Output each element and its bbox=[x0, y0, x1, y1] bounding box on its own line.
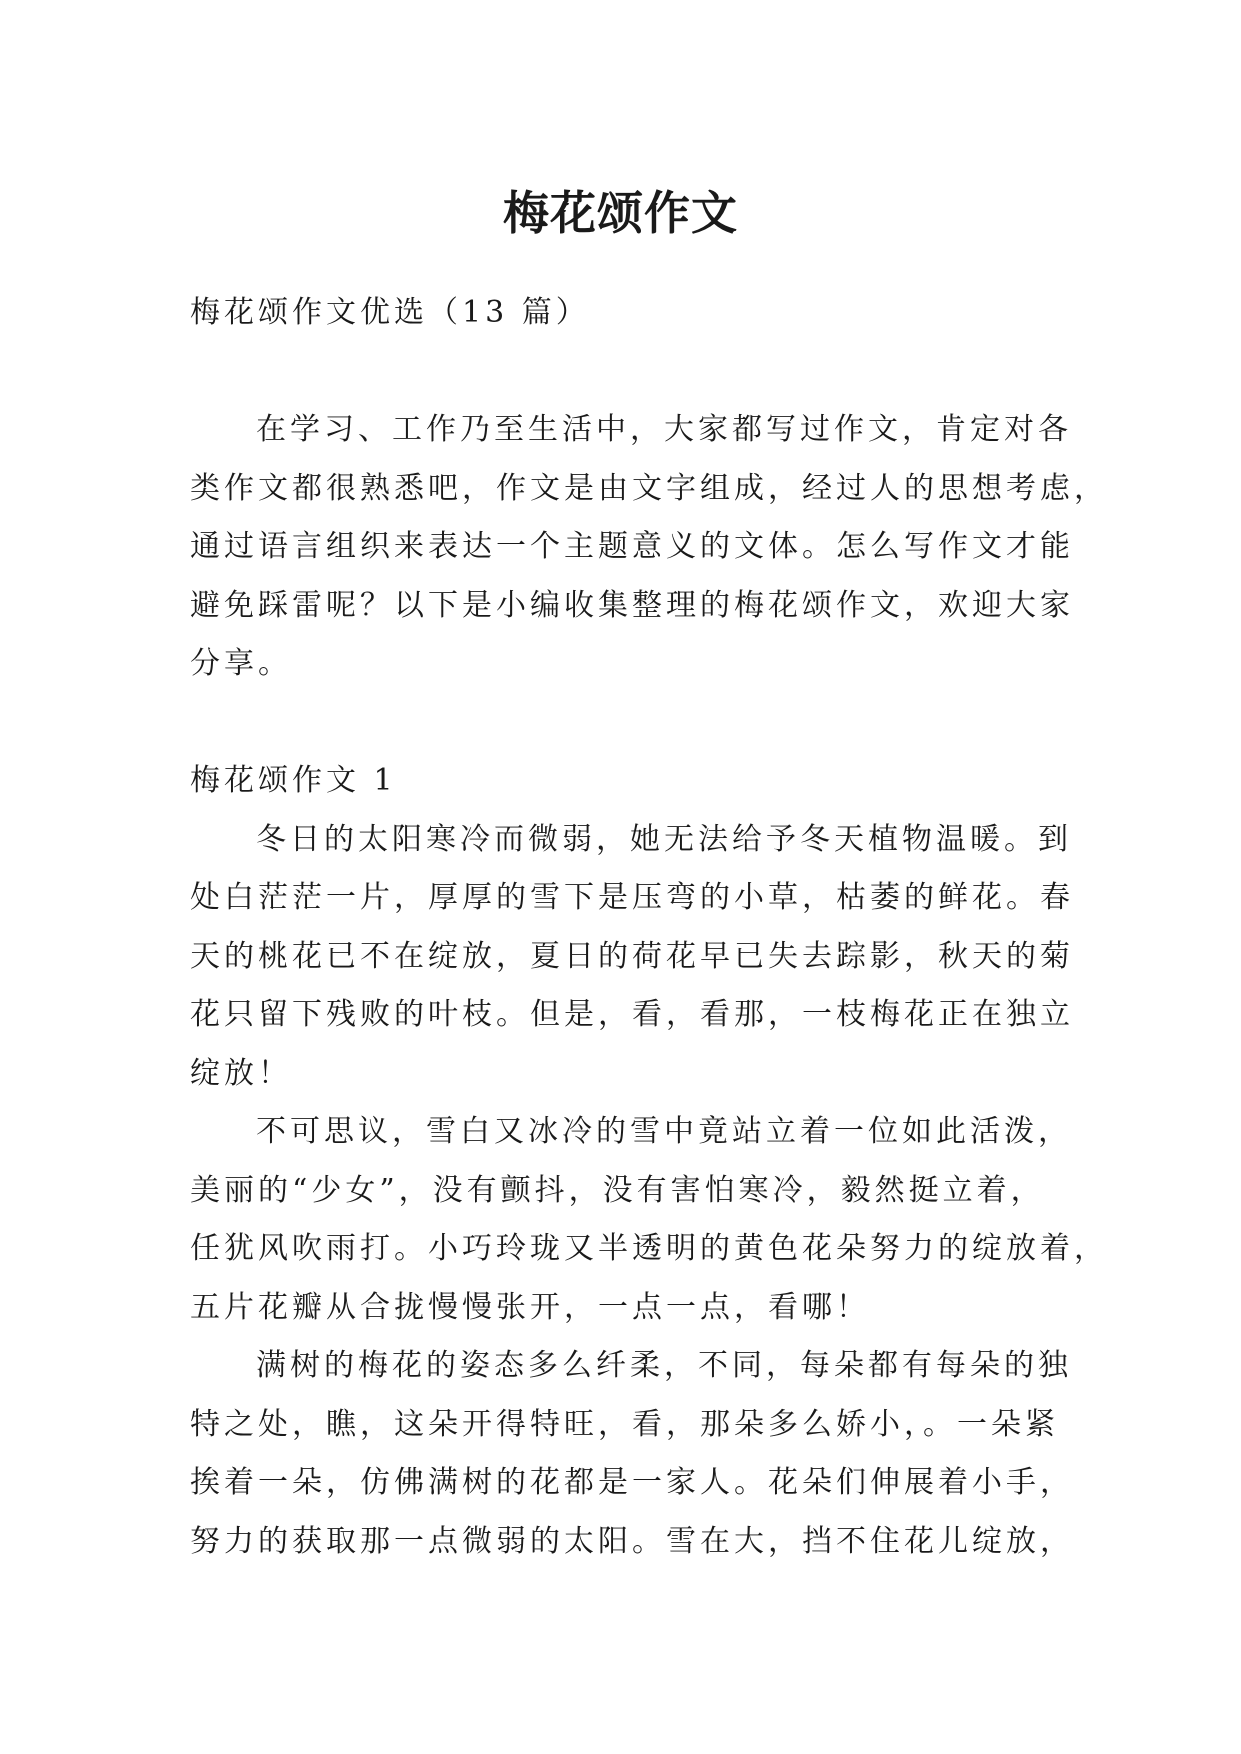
intro-line: 分享。 bbox=[190, 646, 292, 681]
paragraph-line: 花只留下残败的叶枝。但是，看，看那，一枝梅花正在独立 bbox=[190, 997, 1074, 1032]
paragraph-line: 处白茫茫一片，厚厚的雪下是压弯的小草，枯萎的鲜花。春 bbox=[190, 880, 1074, 915]
paragraph-line: 满树的梅花的姿态多么纤柔，不同，每朵都有每朵的独 bbox=[256, 1348, 1072, 1383]
intro-line: 避免踩雷呢？以下是小编收集整理的梅花颂作文，欢迎大家 bbox=[190, 587, 1074, 623]
intro-line: 类作文都很熟悉吧，作文是由文字组成，经过人的思想考虑， bbox=[190, 470, 1108, 506]
body-paragraph bbox=[190, 811, 1074, 1104]
paragraph-line: 特之处，瞧，这朵开得特旺，看，那朵多么娇小，。一朵紧 bbox=[190, 1406, 1059, 1442]
paragraph-line: 挨着一朵，仿佛满树的花都是一家人。花朵们伸展着小手， bbox=[190, 1465, 1074, 1500]
intro-paragraph bbox=[190, 401, 1108, 694]
document-body bbox=[190, 284, 1108, 1571]
document-subtitle: 梅花颂作文优选（13 篇） bbox=[190, 295, 590, 330]
paragraph-line: 五片花瓣从合拢慢慢张开，一点一点，看哪！ bbox=[190, 1289, 870, 1325]
intro-line: 通过语言组织来表达一个主题意义的文体。怎么写作文才能 bbox=[190, 529, 1074, 564]
paragraph-line: 不可思议，雪白又冰冷的雪中竟站立着一位如此活泼， bbox=[256, 1114, 1072, 1149]
document-title: 梅花颂作文 bbox=[503, 185, 738, 240]
body-paragraph bbox=[190, 1337, 1074, 1571]
body-paragraph bbox=[190, 1103, 1108, 1337]
paragraph-line: 努力的获取那一点微弱的太阳。雪在大，挡不住花儿绽放， bbox=[190, 1523, 1074, 1559]
paragraph-line: 冬日的太阳寒冷而微弱，她无法给予冬天植物温暖。到 bbox=[256, 821, 1072, 857]
intro-line: 在学习、工作乃至生活中，大家都写过作文，肯定对各 bbox=[256, 412, 1072, 447]
paragraph-line: 美丽的“少女”，没有颤抖，没有害怕寒冷，毅然挺立着， bbox=[190, 1172, 1045, 1208]
paragraph-line: 天的桃花已不在绽放，夏日的荷花早已失去踪影，秋天的菊 bbox=[190, 938, 1074, 974]
section-heading: 梅花颂作文 1 bbox=[190, 763, 397, 798]
paragraph-line: 任犹风吹雨打。小巧玲珑又半透明的黄色花朵努力的绽放着， bbox=[190, 1231, 1108, 1266]
paragraph-line: 绽放！ bbox=[190, 1055, 292, 1091]
